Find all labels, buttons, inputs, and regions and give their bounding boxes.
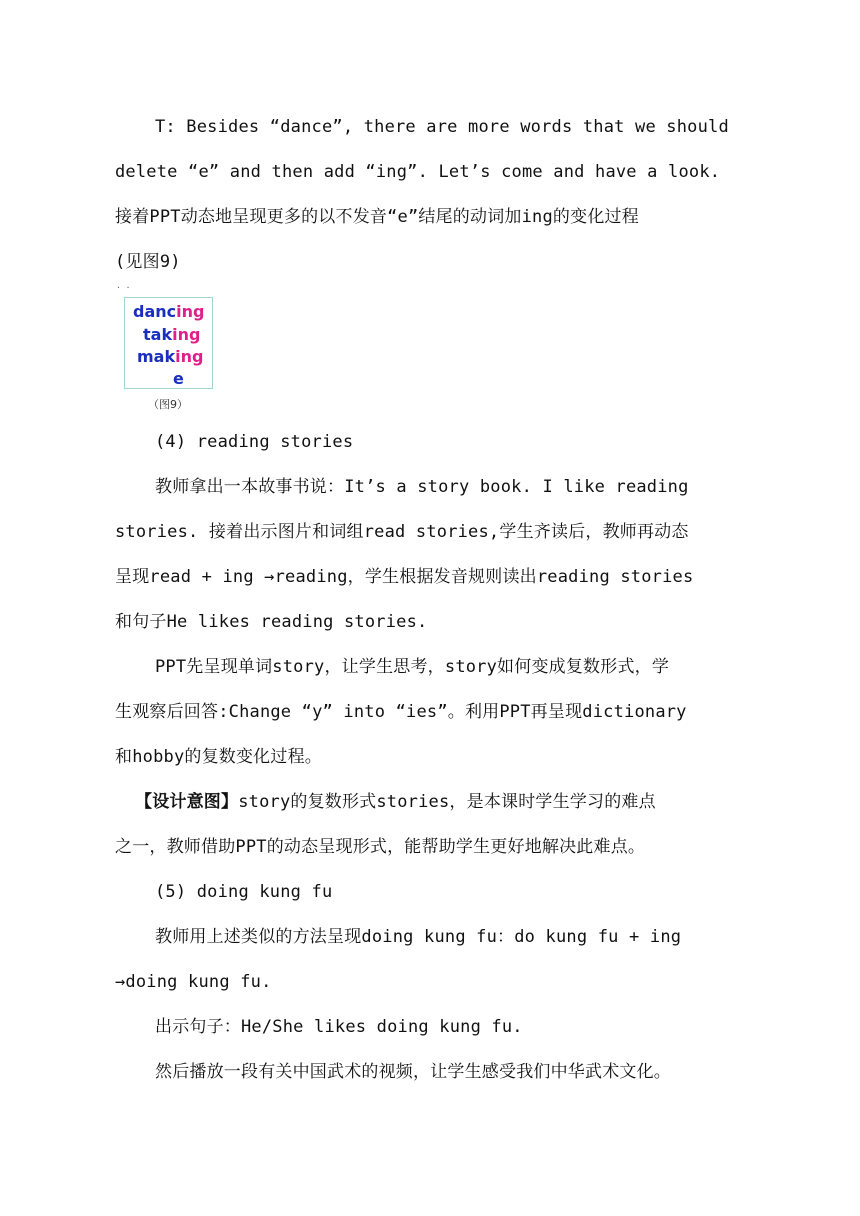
figure-word-making: making bbox=[137, 347, 204, 366]
paragraph-line: 教师拿出一本故事书说：It’s a story book. I like reading bbox=[155, 477, 689, 497]
paragraph-line: T: Besides “dance”, there are more words that we should bbox=[155, 117, 729, 137]
section-heading: (5) doing kung fu bbox=[155, 882, 333, 902]
paragraph-line: 生观察后回答:Change “y” into “ies”。利用PPT再呈现dictionary bbox=[115, 702, 687, 722]
paragraph-line: 和hobby的复数变化过程。 bbox=[115, 747, 322, 767]
figure-9-image bbox=[124, 297, 213, 389]
paragraph-line: delete “e” and then add “ing”. Let’s come and have a look. bbox=[115, 162, 721, 182]
paragraph-line: 出示句子：He/She likes doing kung fu. bbox=[155, 1017, 523, 1037]
figure-word-taking: taking bbox=[143, 325, 201, 344]
design-intent-line: 【设计意图】story的复数形式stories，是本课时学生学习的难点 bbox=[135, 792, 656, 812]
section-heading: (4) reading stories bbox=[155, 432, 354, 452]
paragraph-line: 之一，教师借助PPT的动态呈现形式，能帮助学生更好地解决此难点。 bbox=[115, 837, 646, 857]
figure-deleted-letter: e bbox=[173, 369, 184, 388]
paragraph-line: PPT先呈现单词story，让学生思考，story如何变成复数形式，学 bbox=[155, 657, 670, 677]
paragraph-line: 教师用上述类似的方法呈现doing kung fu：do kung fu + ing bbox=[155, 927, 682, 947]
figure-caption: （图9） bbox=[148, 398, 188, 411]
paragraph-line: 然后播放一段有关中国武术的视频，让学生感受我们中华武术文化。 bbox=[155, 1062, 671, 1082]
paragraph-line: 呈现read + ing →reading，学生根据发音规则读出reading stories bbox=[115, 567, 694, 587]
figure-marker: · · bbox=[116, 283, 131, 292]
paragraph-line: (见图9) bbox=[115, 252, 181, 272]
design-intent-label: 【设计意图】 bbox=[135, 792, 239, 812]
paragraph-line: 接着PPT动态地呈现更多的以不发音“e”结尾的动词加ing的变化过程 bbox=[115, 207, 639, 227]
figure-word-dancing: dancing bbox=[133, 302, 205, 321]
paragraph-line: →doing kung fu. bbox=[115, 972, 272, 992]
paragraph-line: 和句子He likes reading stories. bbox=[115, 612, 428, 632]
paragraph-line: stories. 接着出示图片和词组read stories,学生齐读后，教师再动态 bbox=[115, 522, 689, 542]
